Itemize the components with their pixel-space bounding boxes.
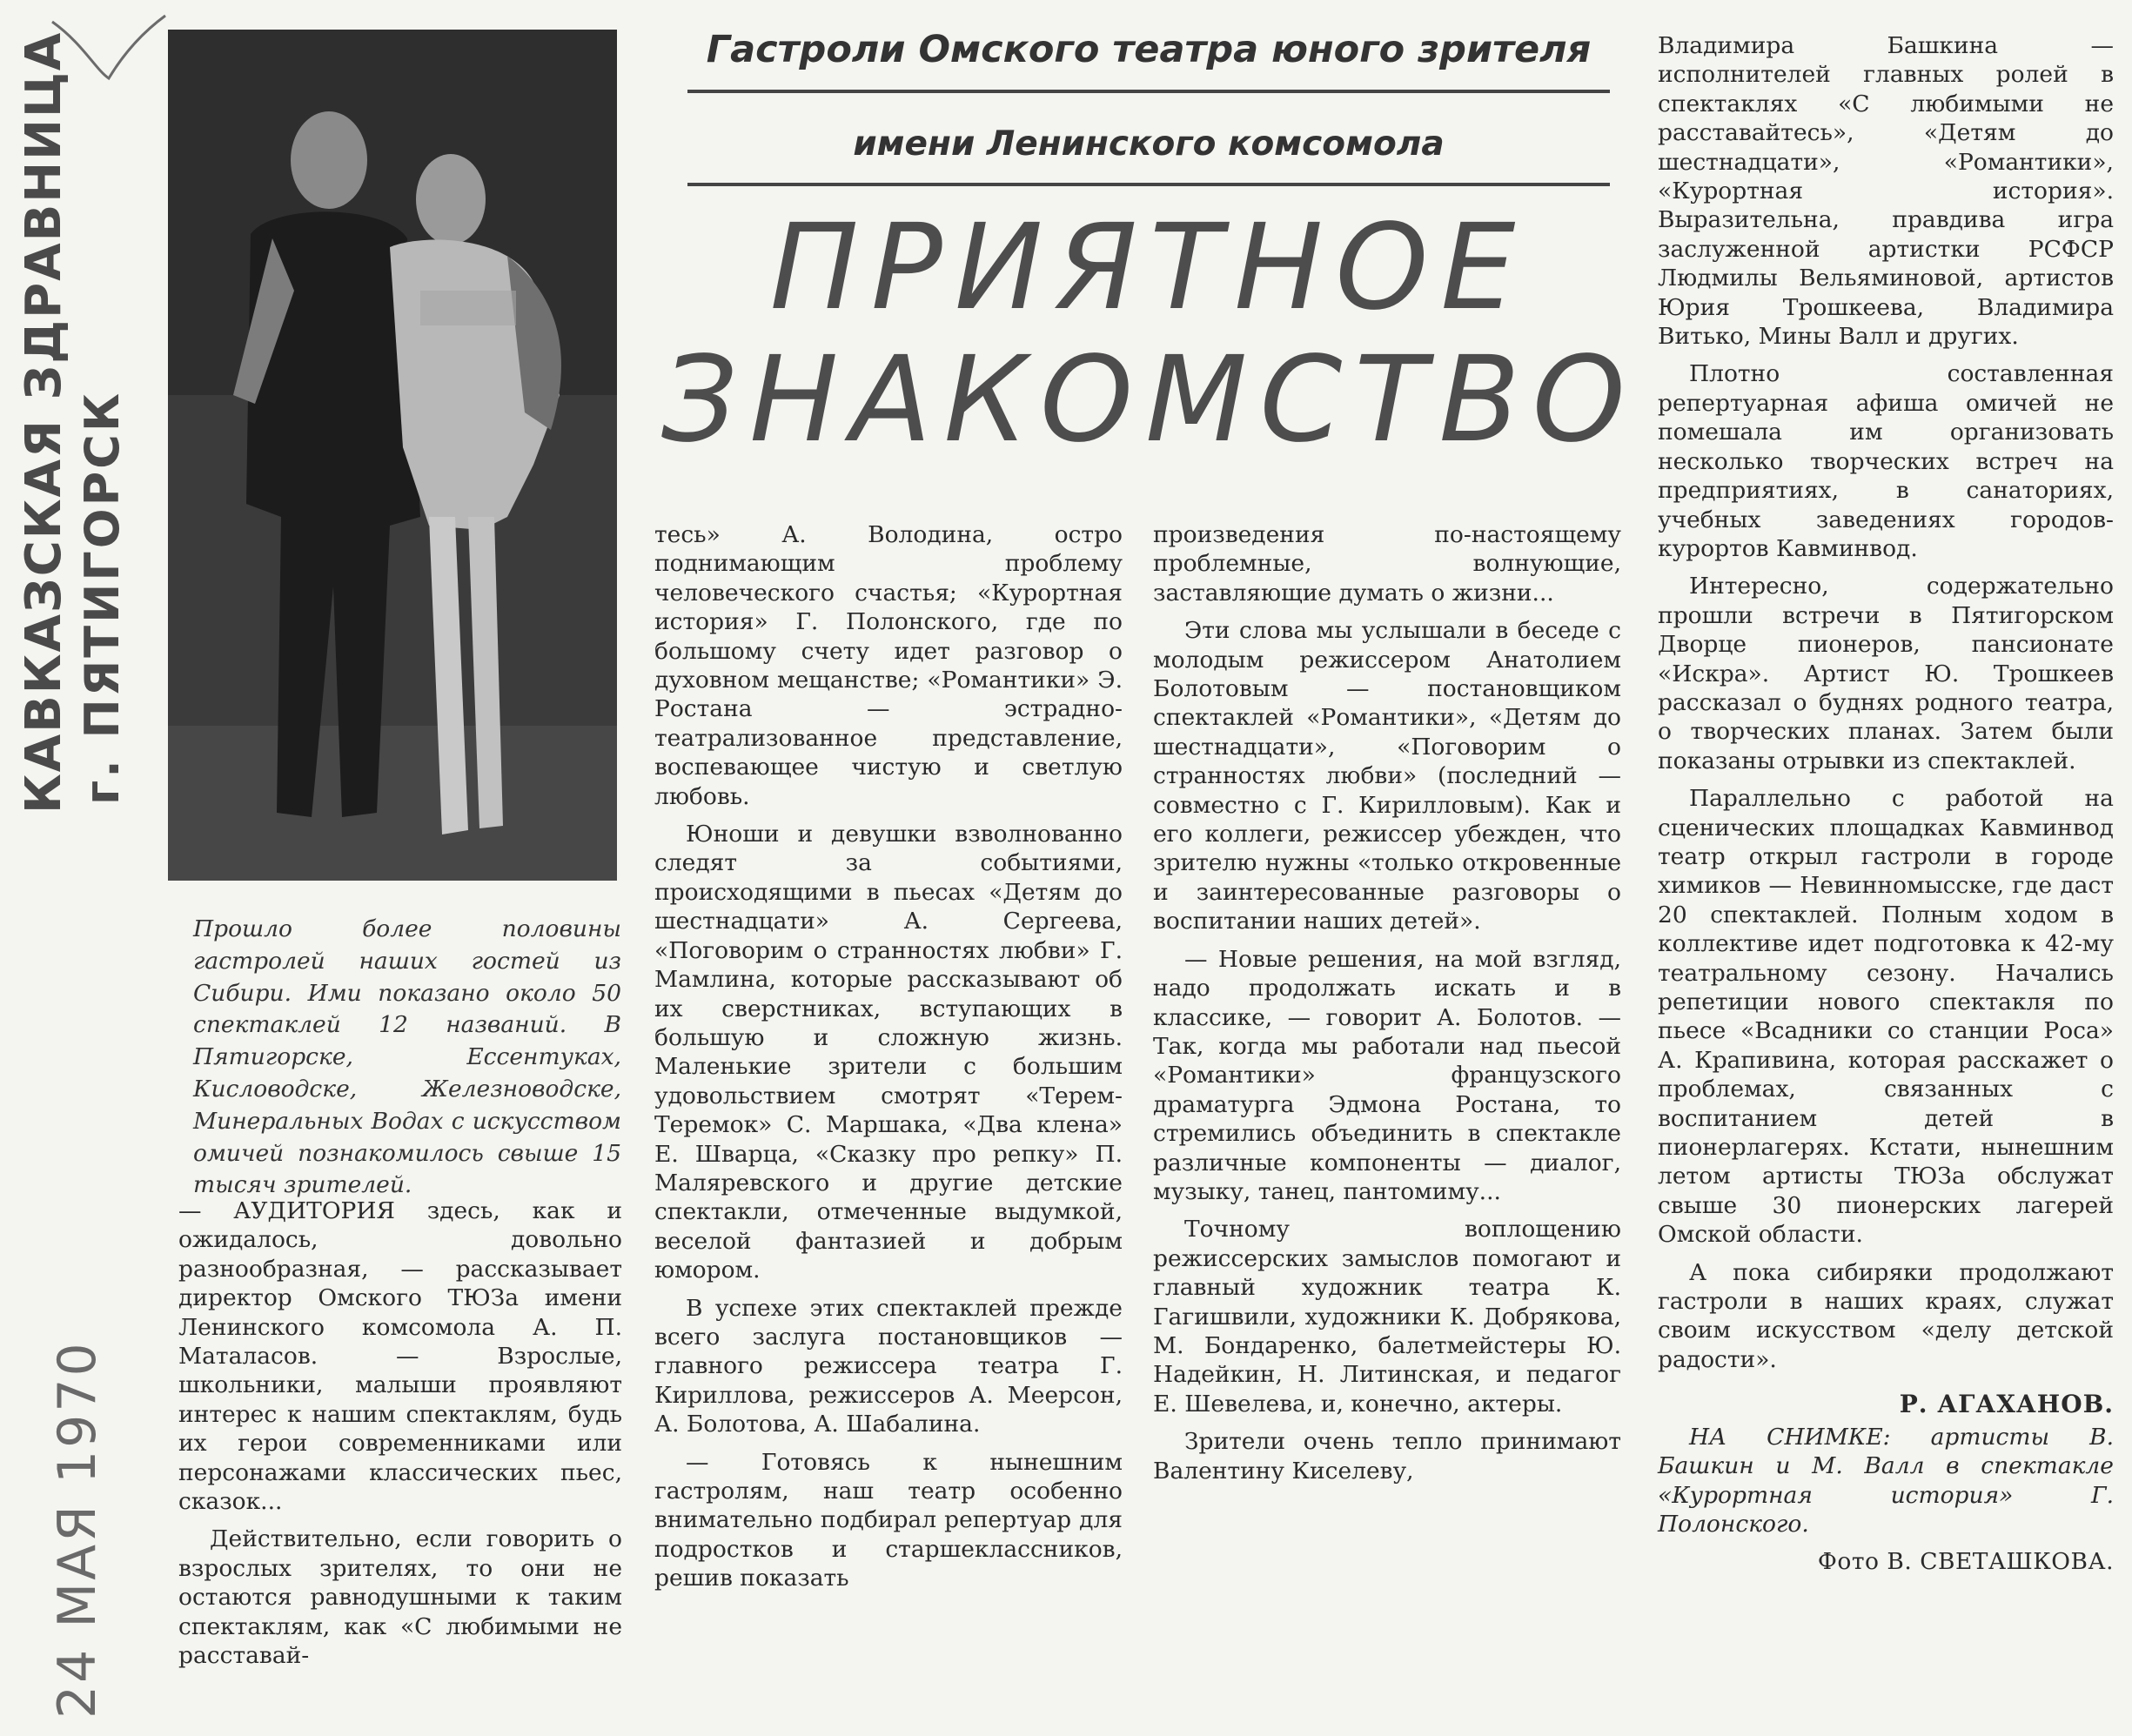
paragraph: — АУДИТОРИЯ здесь, как и ожидалось, довольно разнообразная, — рассказывает директор Омского ТЮЗа имени Ленинского комсомола А. П. Маталасов. — Взрослые, школьники, малыши проявляют интерес к нашим спектаклям, будь их герои современниками или персонажами классических пьес, сказок... (178, 1197, 622, 1516)
paragraph: В успехе этих спектаклей прежде всего заслуга постановщиков — главного режиссера театра Г. Кириллова, режиссеров А. Меерсон, А. Болотова, А. Шабалина. (654, 1294, 1123, 1438)
headline-rule-top (687, 90, 1610, 93)
paragraph: Зрители очень тепло принимают Валентину Киселеву, (1153, 1428, 1621, 1485)
paragraph: Владимира Башкина — исполнителей главных ролей в спектаклях «С любимыми не расставайтесь», «Детям до шестнадцати», «Романтики», «Курортная история». Выразительна, правдива игра заслуженной артистки РСФСР Людмилы Вельяминовой, артистов Юрия Трошкеева, Владимира Витько, Мины Валл и других. (1658, 32, 2114, 351)
paragraph: А пока сибиряки продолжают гастроли в наших краях, служат своим искусством «делу детской радости». (1658, 1258, 2114, 1373)
photo-note: НА СНИМКЕ: артисты В. Башкин и М. Валл в спектакле «Курортная история» Г. Полонского. (1658, 1423, 2114, 1538)
paragraph: — Новые решения, на мой взгляд, надо продолжать искать и в классике, — говорит А. Болотов. — Так, когда мы работали над пьесой «Романтики» французского драматурга Эдмона Ростана, то стремились объединить в спектакле различные компоненты — диалог, музыку, танец, пантомиму... (1153, 945, 1621, 1205)
paragraph: Точному воплощению режиссерских замыслов помогают и главный художник театра К. Гагишвили, художники К. Добрякова, М. Бондаренко, балетмейстеры Ю. Надейкин, Н. Литинская, и педагог Е. Шевелева, и, конечно, актеры. (1153, 1216, 1621, 1418)
paragraph: произведения по-настоящему проблемные, волнующие, заставляющие думать о жизни... (1153, 521, 1621, 607)
publication-stamp (10, 17, 154, 1736)
column-3 (1153, 520, 1621, 1494)
headline-rule-bottom (687, 183, 1610, 186)
column-2 (654, 520, 1123, 1602)
stamp-city: г. ПЯТИГОРСК (75, 391, 130, 805)
photo-lead-caption: Прошло более половины гастролей наших гостей из Сибири. Ими показано около 50 спектаклей 12 названий. В Пятигорске, Ессентуках, Кисловодске, Железноводске, Минеральных Водах с искусством омичей познакомилось свыше 15 тысяч зрителей. (193, 915, 621, 1199)
paragraph: — Готовясь к нынешним гастролям, наш театр особенно внимательно подбирал репертуар для подростков и старшеклассников, решив показать (654, 1448, 1123, 1592)
photo-credit: Фото В. СВЕТАШКОВА. (1817, 1548, 2114, 1576)
column-4 (1658, 31, 2114, 1577)
headline-kicker: Гастроли Омского театра юного зрителя (706, 28, 1592, 71)
column-1 (178, 1196, 622, 1679)
stamp-date: 24 МАЯ 1970 (47, 1340, 108, 1719)
paragraph: Интересно, содержательно прошли встречи в Пятигорском Дворце пионеров, пансионате «Искра». Артист Ю. Трошкеев рассказал о буднях родного театра, о творческих планах. Затем были показаны отрывки из спектаклей. (1658, 573, 2114, 774)
article-photo (168, 30, 617, 881)
paragraph: Эти слова мы услышали в беседе с молодым режиссером Анатолием Болотовым — постановщиком спектаклей «Романтики», «Детям до шестнадцати», «Поговорим о странностях любви» (последний — совместно с Г. Кирилловым). Как и его коллеги, режиссер убежден, что зрителю нужны «только откровенные и заинтересованные разговоры о воспитании наших детей». (1153, 617, 1621, 935)
headline-kicker-2: имени Ленинского комсомола (853, 124, 1445, 164)
article-title-line-1: ПРИЯТНОЕ (769, 199, 1528, 337)
author-signature: Р. АГАХАНОВ. (1899, 1390, 2114, 1419)
article-title-line-2: ЗНАКОМСТВО (661, 332, 1638, 469)
paragraph: Плотно составленная репертуарная афиша омичей не помешала им организовать несколько творческих встреч на предприятиях, в санаториях, учебных заведениях городов-курортов Кавминвод. (1658, 360, 2114, 562)
paragraph: Параллельно с работой на сценических площадках Кавминвод театр открыл гастроли в городе химиков — Невинномысске, где даст 20 спектаклей. Полным ходом в коллективе идет подготовка к 42-му театральному сезону. Начались репетиции нового спектакля по пьесе «Всадники со станции Роса» А. Крапивина, которая расскажет о проблемах, связанных с воспитанием детей в пионерлагерях. Кстати, нынешним летом артисты ТЮЗа обслужат свыше 30 пионерских лагерей Омской области. (1658, 785, 2114, 1249)
article-title (661, 199, 1638, 469)
paragraph: Действительно, если говорить о взрослых зрителях, то они не остаются равнодушными к таким спектаклям, как «С любимыми не расставай- (178, 1525, 622, 1670)
paragraph: тесь» А. Володина, остро поднимающим проблему человеческого счастья; «Курортная история» Г. Полонского, где по большому счету идет разговор о духовном мещанстве; «Романтики» Э. Ростана — эстрадно-театрализованное представление, воспевающее чистую и светлую любовь. (654, 521, 1123, 810)
stamp-publication: КАВКАЗСКАЯ ЗДРАВНИЦА (16, 30, 72, 814)
paragraph: Юноши и девушки взволнованно следят за событиями, происходящими в пьесах «Детям до шестнадцати» А. Сергеева, «Поговорим о странностях любви» Г. Мамлина, которые рассказывают об их сверстниках, вступающих в большую и сложную жизнь. Маленькие зрители с большим удовольствием смотрят «Терем-Теремок» С. Маршака, «Два клена» Е. Шварца, «Сказку про репку» П. Маляревского и другие детские спектакли, отмеченные выдумкой, веселой фантазией и добрым юмором. (654, 821, 1123, 1284)
